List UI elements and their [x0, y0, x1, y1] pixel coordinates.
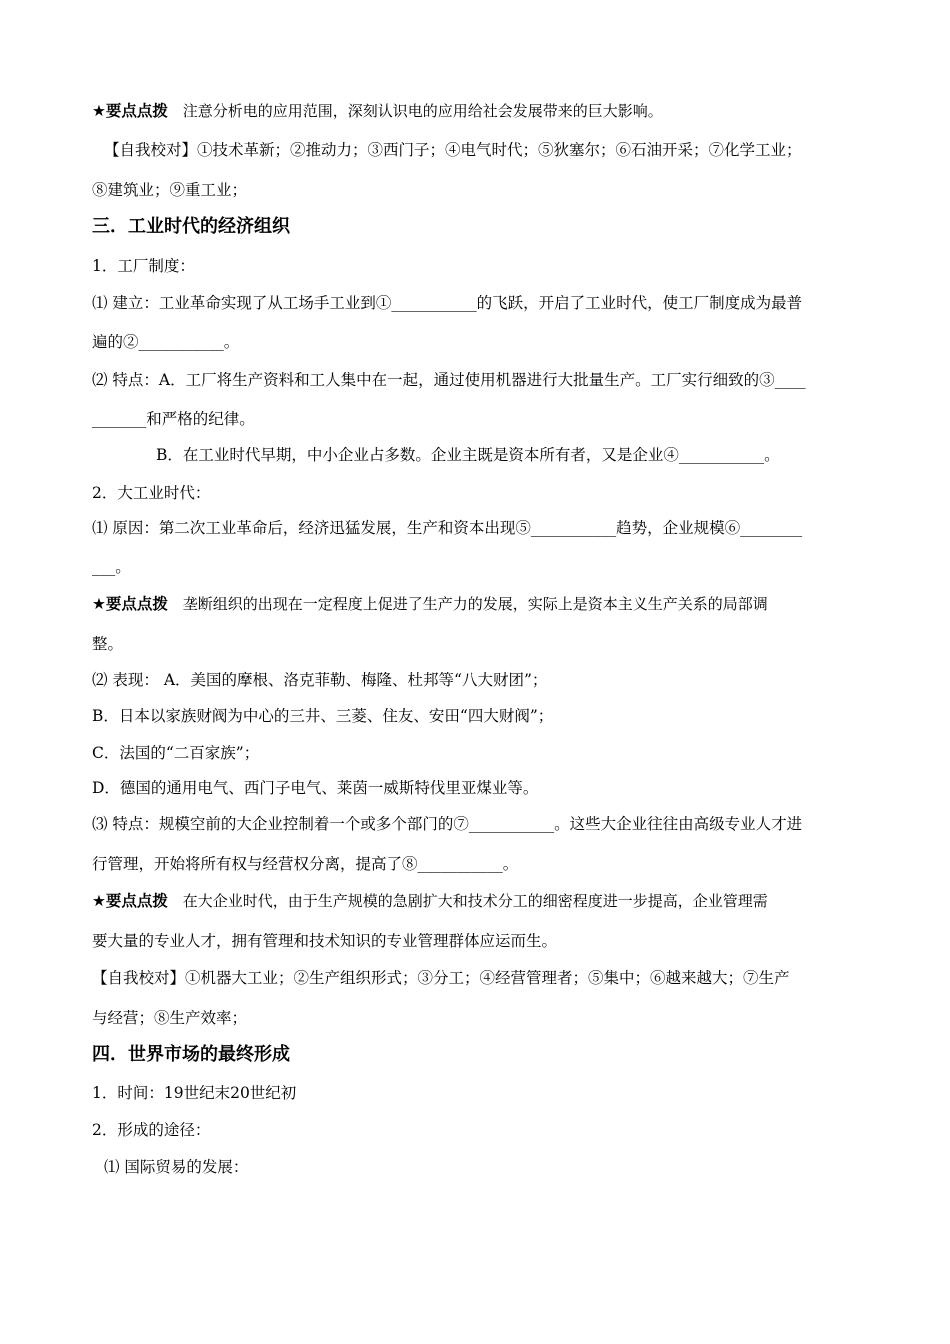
- key-point-text: 垄断组织的出现在一定程度上促进了生产力的发展，实际上是资本主义生产关系的局部调: [182, 595, 768, 613]
- paragraph-text: 整。: [92, 635, 124, 653]
- paragraph-text: ⑶ 特点：规模空前的大企业控制着一个或多个部门的⑦___________。这些大企业往往由高级专业人才进: [92, 815, 803, 833]
- key-point-tip: [92, 101, 860, 121]
- paragraph-text: 1．时间：19世纪末20世纪初: [92, 1084, 297, 1102]
- paragraph-text: _______和严格的纪律。: [92, 410, 255, 428]
- paragraph-text: ⑵ 表现： A．美国的摩根、洛克菲勒、梅隆、杜邦等“八大财团”；: [92, 671, 548, 689]
- key-point-label: ★要点点拨: [92, 102, 168, 120]
- paragraph-text: B．日本以家族财阀为中心的三井、三菱、住友、安田“四大财阀”；: [92, 707, 554, 725]
- paragraph-text: B．在工业时代早期，中小企业占多数。企业主既是资本所有者，又是企业④___________。: [156, 446, 780, 464]
- self-check-answers-cont: ⑧建筑业；⑨重工业；: [92, 181, 248, 199]
- paragraph-text: 遍的②___________。: [92, 333, 240, 351]
- self-check-answers-cont: 与经营；⑧生产效率；: [92, 1009, 248, 1027]
- paragraph-text: ⑴ 原因：第二次工业革命后，经济迅猛发展，生产和资本出现⑤___________趋势，企业规模⑥________: [92, 519, 803, 537]
- paragraph-text: 要大量的专业人才，拥有管理和技术知识的专业管理群体应运而生。: [92, 932, 558, 950]
- key-point-tip: [92, 891, 860, 911]
- key-point-label: ★要点点拨: [92, 892, 168, 910]
- section-heading-4: 四．世界市场的最终形成: [92, 1044, 290, 1065]
- paragraph-text: D．德国的通用电气、西门子电气、莱茵一威斯特伐里亚煤业等。: [92, 779, 539, 797]
- paragraph-text: ⑵ 特点：A．工厂将生产资料和工人集中在一起，通过使用机器进行大批量生产。工厂实行细致的③____: [92, 371, 806, 389]
- paragraph-text: 行管理，开始将所有权与经营权分离，提高了⑧___________。: [92, 855, 519, 873]
- paragraph-text: ⑴ 国际贸易的发展：: [104, 1158, 249, 1176]
- key-point-tip: [92, 594, 860, 614]
- key-point-text: 在大企业时代，由于生产规模的急剧扩大和技术分工的细密程度进一步提高，企业管理需: [182, 892, 768, 910]
- paragraph-text: ⑴ 建立：工业革命实现了从工场手工业到①___________的飞跃，开启了工业时代，使工厂制度成为最普: [92, 294, 803, 312]
- paragraph-text: 1．工厂制度：: [92, 257, 195, 275]
- paragraph-text: 2．形成的途径：: [92, 1121, 211, 1139]
- self-check-answers: 【自我校对】①机器大工业；②生产组织形式；③分工；④经营管理者；⑤集中；⑥越来越大；⑦生产: [92, 969, 790, 987]
- self-check-answers: 【自我校对】①技术革新；②推动力；③西门子；④电气时代；⑤狄塞尔；⑥石油开采；⑦化学工业；: [104, 141, 802, 159]
- paragraph-text: C．法国的“二百家族”；: [92, 744, 260, 762]
- paragraph-text: ___。: [92, 558, 131, 576]
- key-point-text: 注意分析电的应用范围，深刻认识电的应用给社会发展带来的巨大影响。: [182, 102, 663, 120]
- paragraph-text: 2．大工业时代：: [92, 484, 211, 502]
- section-heading-3: 三．工业时代的经济组织: [92, 216, 290, 237]
- key-point-label: ★要点点拨: [92, 595, 168, 613]
